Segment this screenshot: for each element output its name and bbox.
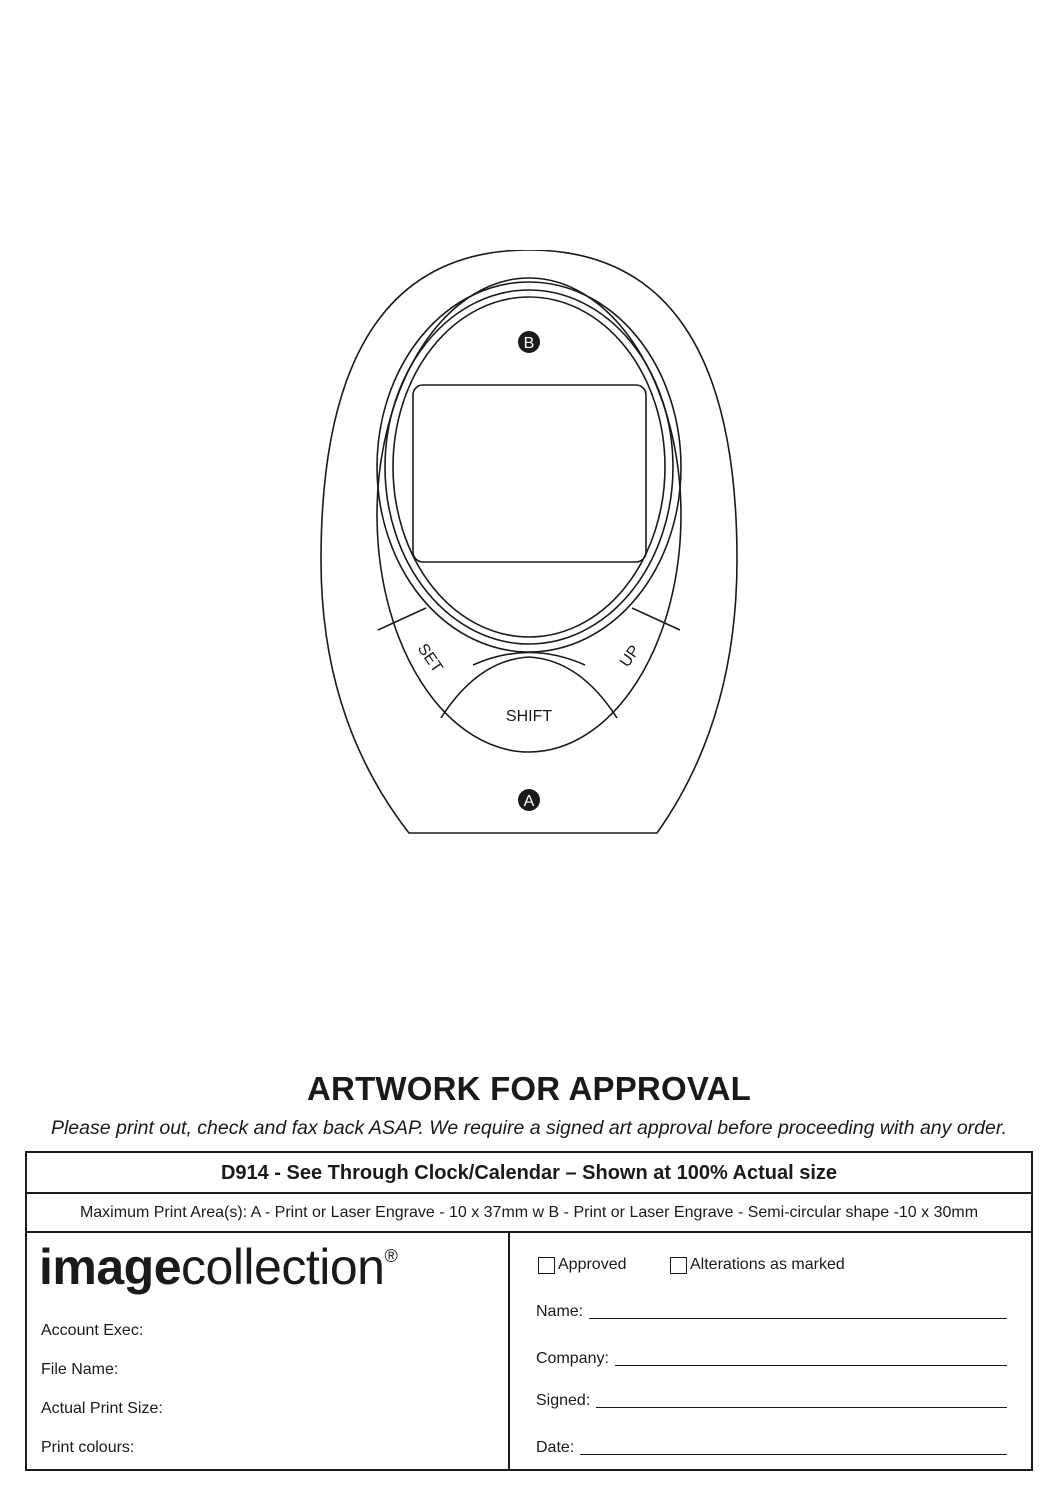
alterations-checkbox[interactable] — [670, 1257, 687, 1274]
up-divider-top — [632, 608, 680, 630]
date-line[interactable] — [580, 1453, 1007, 1455]
signed-line[interactable] — [596, 1406, 1007, 1408]
date-field[interactable] — [536, 1439, 1007, 1457]
set-button-label: SET — [413, 640, 446, 677]
area-a-marker-label: A — [523, 793, 535, 810]
company-logo: imagecollection® — [39, 1239, 398, 1295]
approved-checkbox[interactable] — [538, 1257, 555, 1274]
product-outline-drawing — [300, 250, 760, 850]
button-arc — [473, 653, 585, 666]
instruction-text: Please print out, check and fax back ASAP. We require a signed art approval before proceeding with any order. — [50, 1117, 1008, 1139]
company-field[interactable] — [536, 1350, 1007, 1368]
file-name-label: File Name: — [41, 1361, 119, 1378]
company-label: Company: — [536, 1350, 609, 1367]
page-title: ARTWORK FOR APPROVAL — [307, 1070, 751, 1107]
company-line[interactable] — [615, 1364, 1007, 1366]
name-line[interactable] — [589, 1317, 1007, 1319]
approved-label: Approved — [558, 1256, 627, 1273]
up-button-label: UP — [616, 642, 644, 671]
product-description: D914 - See Through Clock/Calendar – Shown at 100% Actual size — [27, 1153, 1031, 1194]
set-divider-top — [378, 608, 426, 630]
signed-label: Signed: — [536, 1392, 591, 1409]
name-label: Name: — [536, 1303, 584, 1320]
approval-panel — [510, 1233, 1031, 1469]
print-colours-label: Print colours: — [41, 1439, 135, 1456]
actual-print-size-label: Actual Print Size: — [41, 1400, 163, 1417]
shift-button-label: SHIFT — [505, 708, 553, 725]
approval-form — [25, 1151, 1033, 1471]
print-area-description: Maximum Print Area(s): A - Print or Laser Engrave - 10 x 37mm w B - Print or Laser Engrave - Semi-circular shape -10 x 30mm — [27, 1194, 1031, 1233]
date-label: Date: — [536, 1439, 575, 1456]
name-field[interactable] — [536, 1303, 1007, 1321]
alterations-label: Alterations as marked — [690, 1256, 845, 1273]
area-b-marker-label: B — [523, 335, 535, 352]
display-window — [413, 385, 646, 562]
account-exec-label: Account Exec: — [41, 1322, 144, 1339]
company-info-panel — [27, 1233, 510, 1469]
approved-checkbox-group[interactable] — [538, 1256, 627, 1274]
signed-field[interactable] — [536, 1392, 1007, 1410]
alterations-checkbox-group[interactable] — [670, 1256, 845, 1274]
